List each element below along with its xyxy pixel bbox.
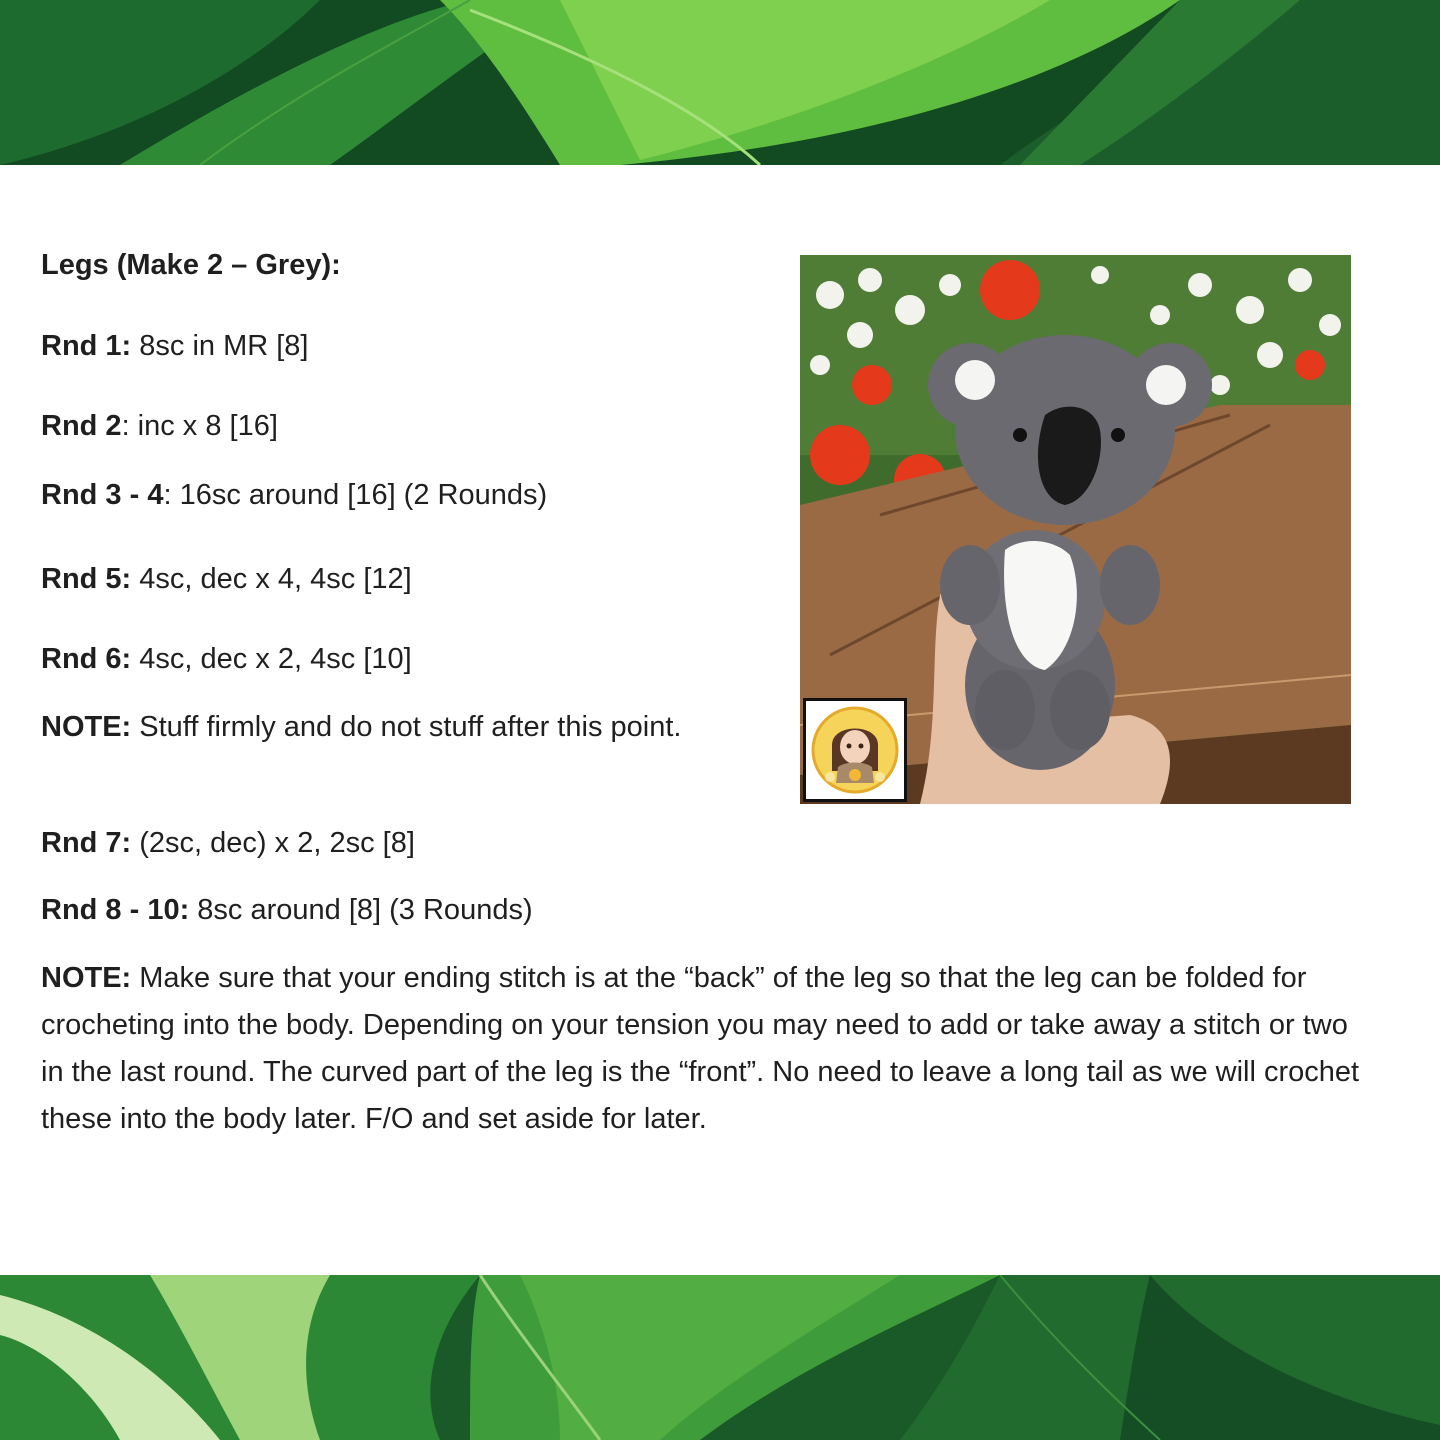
round-label: Rnd 5:	[41, 563, 132, 595]
leaf-background-bottom	[0, 1275, 1440, 1440]
round-text: (2sc, dec) x 2, 2sc [8]	[131, 827, 415, 859]
note-stuffing	[41, 704, 721, 751]
round-text: 8sc around [8] (3 Rounds)	[189, 894, 533, 926]
note-text: Stuff firmly and do not stuff after this point.	[131, 711, 682, 743]
round-label: Rnd 1:	[41, 330, 132, 362]
round-label: Rnd 7:	[41, 827, 132, 859]
round-1	[41, 323, 309, 370]
leaf-background-top	[0, 0, 1440, 165]
round-label: Rnd 2	[41, 410, 122, 442]
round-label: Rnd 8 - 10:	[41, 894, 190, 926]
note-label: NOTE:	[41, 962, 132, 994]
round-5	[41, 556, 412, 603]
top-leaf-banner	[0, 0, 1440, 165]
section-title: Legs (Make 2 – Grey):	[41, 249, 341, 281]
round-8-10	[41, 887, 533, 934]
round-text: 4sc, dec x 4, 4sc [12]	[131, 563, 412, 595]
note-text: Make sure that your ending stitch is at the “back” of the leg so that the leg can be folded for crocheting into the body. Depending on your tension you may need to add or take away a stitch or two in the last round. The curved part of the leg is the “front”. No need to leave a long tail as we will crochet these into the body later. F/O and set aside for later.	[41, 962, 1360, 1135]
round-label: Rnd 6:	[41, 643, 132, 675]
note-label: NOTE:	[41, 711, 132, 743]
round-label: Rnd 3 - 4	[41, 479, 164, 511]
round-7	[41, 820, 415, 867]
round-3-4	[41, 472, 547, 519]
note-ending-stitch	[41, 955, 1361, 1143]
designer-logo-badge	[803, 698, 907, 802]
round-text: : 16sc around [16] (2 Rounds)	[163, 479, 548, 511]
round-6	[41, 636, 412, 683]
round-2	[41, 403, 278, 450]
bottom-leaf-banner	[0, 1275, 1440, 1440]
round-text: : inc x 8 [16]	[121, 410, 278, 442]
round-text: 4sc, dec x 2, 4sc [10]	[131, 643, 412, 675]
round-text: 8sc in MR [8]	[131, 330, 309, 362]
